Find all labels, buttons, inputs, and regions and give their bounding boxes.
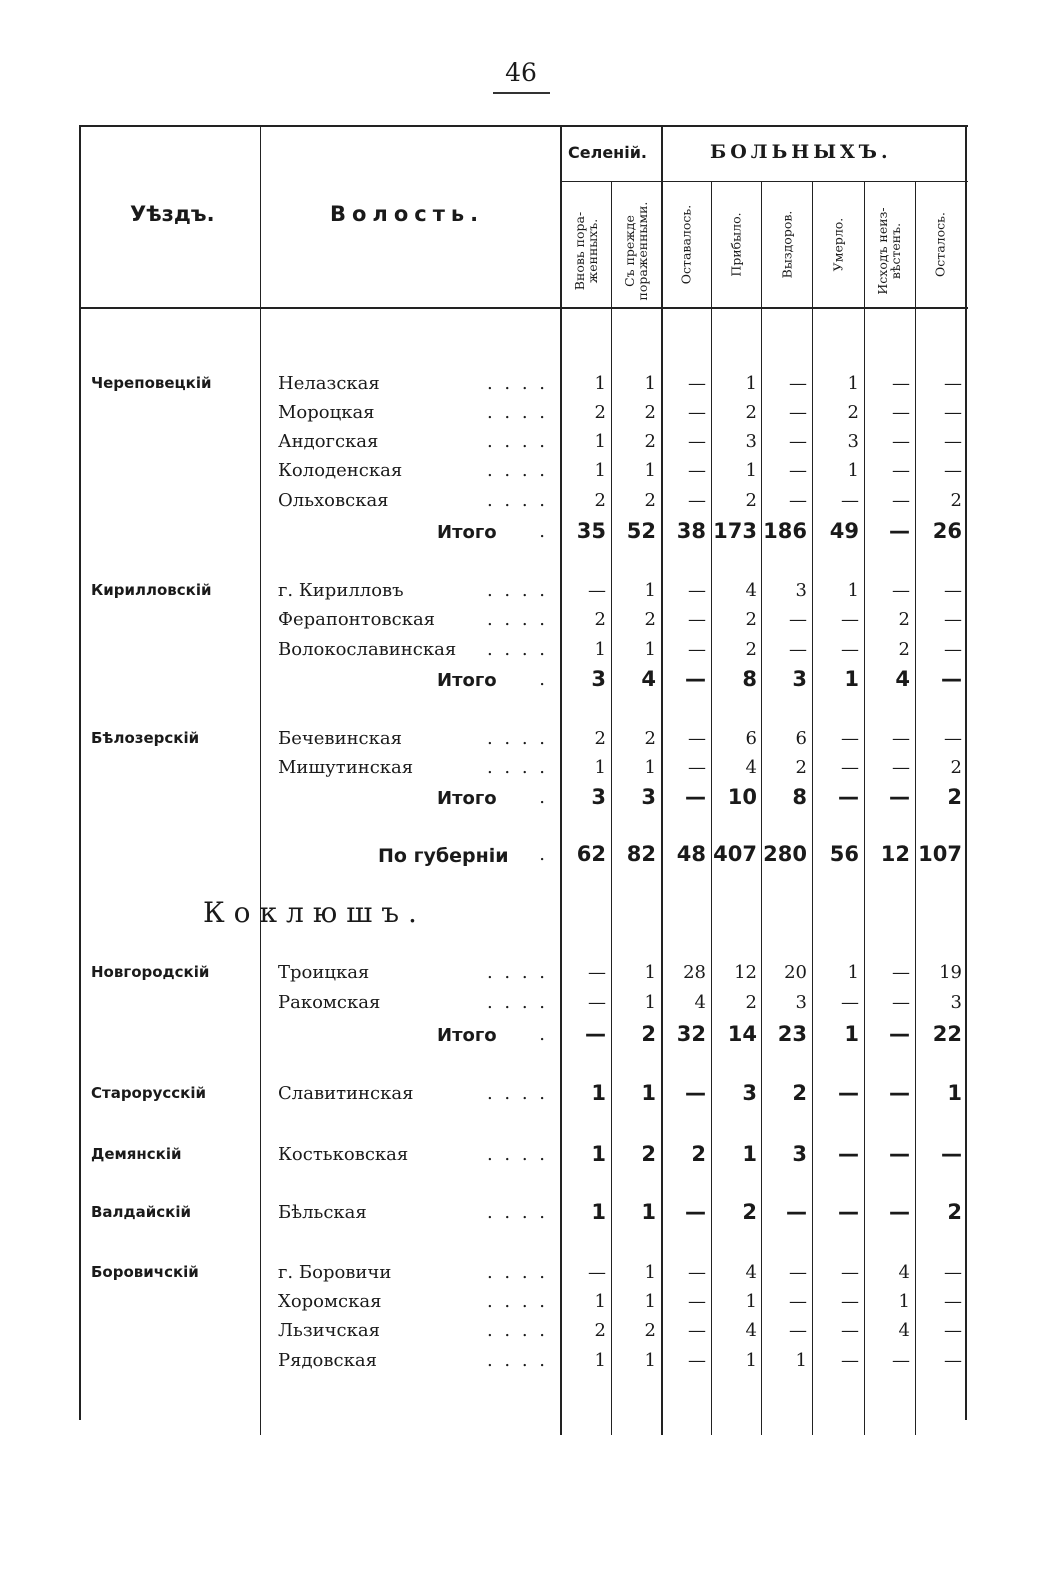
col-divider-4 [761, 182, 762, 1435]
volost-name: Славитинская [278, 1083, 414, 1104]
cell-prev: 1 [644, 992, 656, 1013]
cell-left: — [944, 609, 962, 630]
cell-died: — [841, 757, 859, 778]
cell-prev: 1 [644, 1291, 656, 1312]
itogo-label: Итого [437, 670, 497, 691]
header-col-arrived: Прибыло. [728, 212, 744, 277]
leader-dots: . . . . [486, 609, 548, 630]
cell-unknown: — [892, 490, 910, 511]
cell-remained: — [685, 785, 706, 809]
cell-unknown: — [889, 1081, 910, 1105]
cell-died: — [838, 1142, 859, 1166]
cell-unknown: 4 [898, 1262, 910, 1283]
cell-unknown: — [889, 1142, 910, 1166]
cell-died: — [841, 609, 859, 630]
cell-arrived: 10 [727, 785, 757, 809]
cell-remained: — [688, 373, 706, 394]
cell-remained: — [688, 402, 706, 423]
cell-prev: 1 [644, 757, 656, 778]
cell-new: 1 [594, 373, 606, 394]
cell-unknown: — [892, 373, 910, 394]
cell-recovered: — [789, 1291, 807, 1312]
cell-unknown: — [892, 580, 910, 601]
leader-dots: . . . . [486, 992, 548, 1013]
cell-prev: 2 [644, 490, 656, 511]
cell-remained: 28 [683, 962, 706, 983]
cell-remained: — [685, 1200, 706, 1224]
cell-died: — [838, 1081, 859, 1105]
header-col-left: Осталось. [932, 212, 948, 277]
cell-recovered: 3 [792, 667, 807, 691]
leader-dots: . . . . [486, 1320, 548, 1341]
cell-new: 1 [594, 639, 606, 660]
cell-recovered: — [789, 1262, 807, 1283]
cell-died: — [841, 1350, 859, 1371]
volost-name: Бечевинская [278, 728, 402, 749]
cell-left: 26 [932, 519, 962, 543]
leader-dots: . . . . [486, 1291, 548, 1312]
uezd-name: Новгородскій [91, 963, 210, 981]
cell-remained: 4 [694, 992, 706, 1013]
cell-died: — [841, 1320, 859, 1341]
cell-new: — [588, 962, 606, 983]
cell-died: 2 [847, 402, 859, 423]
volost-name: Ольховская [278, 490, 389, 511]
header-col-remained: Оставалось. [678, 204, 694, 285]
cell-new: — [588, 1262, 606, 1283]
cell-recovered: — [789, 609, 807, 630]
cell-new: 2 [594, 490, 606, 511]
cell-new: — [588, 580, 606, 601]
leader-dots: . . . . [486, 1202, 548, 1223]
cell-left: — [944, 639, 962, 660]
cell-recovered: 2 [792, 1081, 807, 1105]
leader-dots: . . . . [486, 639, 548, 660]
cell-new: 1 [594, 757, 606, 778]
cell-new: 3 [591, 785, 606, 809]
cell-remained: — [688, 1291, 706, 1312]
cell-unknown: — [892, 992, 910, 1013]
volost-name: Рядовская [278, 1350, 377, 1371]
guberniya-total-label: По губерніи [378, 845, 509, 867]
volost-name: Волокославинская [278, 639, 457, 660]
cell-recovered: 3 [795, 580, 807, 601]
cell-new: 62 [576, 842, 606, 866]
cell-arrived: 2 [745, 609, 757, 630]
cell-unknown: 4 [895, 667, 910, 691]
cell-died: — [841, 728, 859, 749]
leader-dots: . [539, 669, 548, 690]
col-divider-seleniy [560, 125, 562, 1435]
cell-new: 1 [594, 460, 606, 481]
cell-recovered: — [789, 460, 807, 481]
itogo-label: Итого [437, 788, 497, 809]
volost-name: Нелазская [278, 373, 380, 394]
uezd-name: Кирилловскій [91, 581, 212, 599]
cell-new: 1 [594, 1291, 606, 1312]
cell-remained: — [688, 580, 706, 601]
leader-dots: . . . . [486, 1262, 548, 1283]
cell-remained: — [688, 757, 706, 778]
cell-prev: 52 [626, 519, 656, 543]
cell-unknown: — [892, 1350, 910, 1371]
cell-remained: 2 [691, 1142, 706, 1166]
section-title-koklyush: Коклюшъ. [203, 896, 426, 929]
cell-prev: 1 [644, 1262, 656, 1283]
col-divider-7 [915, 182, 916, 1435]
uezd-name: Череповецкій [91, 374, 212, 392]
cell-died: 1 [844, 1022, 859, 1046]
cell-died: 1 [847, 460, 859, 481]
cell-left: — [941, 667, 962, 691]
cell-recovered: 280 [763, 842, 807, 866]
cell-died: — [841, 1291, 859, 1312]
leader-dots: . . . . [486, 728, 548, 749]
col-divider-5 [812, 182, 813, 1435]
cell-remained: 48 [676, 842, 706, 866]
volost-name: г. Кирилловъ [278, 580, 404, 601]
header-col-died: Умерло. [830, 217, 846, 272]
cell-left: — [944, 1350, 962, 1371]
cell-prev: 2 [644, 431, 656, 452]
itogo-label: Итого [437, 522, 497, 543]
cell-recovered: — [786, 1200, 807, 1224]
leader-dots: . . . . [486, 580, 548, 601]
table-right-border [965, 125, 967, 1420]
cell-left: — [941, 1142, 962, 1166]
cell-new: 2 [594, 609, 606, 630]
cell-recovered: 20 [784, 962, 807, 983]
leader-dots: . . . . [486, 431, 548, 452]
leader-dots: . . . . [486, 460, 548, 481]
cell-remained: — [685, 667, 706, 691]
cell-prev: 82 [626, 842, 656, 866]
page-number: 46 [505, 58, 537, 87]
cell-recovered: 8 [792, 785, 807, 809]
cell-left: — [944, 373, 962, 394]
cell-left: 1 [947, 1081, 962, 1105]
cell-died: — [841, 1262, 859, 1283]
col-divider-6 [864, 182, 865, 1435]
cell-arrived: 3 [745, 431, 757, 452]
cell-remained: 38 [676, 519, 706, 543]
uezd-name: Боровичскій [91, 1263, 199, 1281]
cell-arrived: 2 [745, 402, 757, 423]
cell-new: 1 [594, 1350, 606, 1371]
volost-name: Костьковская [278, 1144, 409, 1165]
table-top-rule [80, 125, 968, 127]
header-col-prev: Съ прежде пораженными. [622, 201, 650, 301]
cell-died: 1 [847, 962, 859, 983]
cell-unknown: — [889, 519, 910, 543]
cell-left: 19 [939, 962, 962, 983]
cell-remained: — [688, 639, 706, 660]
leader-dots: . . . . [486, 1144, 548, 1165]
header-volost: Волость. [330, 202, 485, 226]
cell-died: 56 [829, 842, 859, 866]
cell-prev: 2 [644, 728, 656, 749]
cell-unknown: — [892, 431, 910, 452]
volost-name: Мишутинская [278, 757, 414, 778]
cell-arrived: 12 [734, 962, 757, 983]
cell-arrived: 2 [745, 639, 757, 660]
leader-dots: . . . . [486, 490, 548, 511]
cell-left: 22 [932, 1022, 962, 1046]
cell-died: — [838, 1200, 859, 1224]
header-group-rule [560, 181, 968, 182]
leader-dots: . . . . [486, 402, 548, 423]
leader-dots: . . . . [486, 1083, 548, 1104]
cell-prev: 3 [641, 785, 656, 809]
volost-name: Ферапонтовская [278, 609, 436, 630]
leader-dots: . . . . [486, 1350, 548, 1371]
cell-prev: 4 [641, 667, 656, 691]
cell-arrived: 4 [745, 1320, 757, 1341]
cell-left: 3 [950, 992, 962, 1013]
cell-prev: 2 [644, 609, 656, 630]
leader-dots: . [539, 521, 548, 542]
cell-arrived: 4 [745, 757, 757, 778]
cell-died: 49 [829, 519, 859, 543]
cell-arrived: 14 [727, 1022, 757, 1046]
cell-arrived: 4 [745, 580, 757, 601]
cell-prev: 2 [644, 1320, 656, 1341]
cell-unknown: 2 [898, 609, 910, 630]
cell-remained: — [688, 609, 706, 630]
cell-arrived: 4 [745, 1262, 757, 1283]
cell-new: — [588, 992, 606, 1013]
cell-prev: 1 [644, 460, 656, 481]
cell-arrived: 6 [745, 728, 757, 749]
cell-remained: — [688, 728, 706, 749]
cell-arrived: 1 [745, 460, 757, 481]
cell-remained: — [688, 431, 706, 452]
cell-new: — [585, 1022, 606, 1046]
cell-prev: 1 [644, 1350, 656, 1371]
col-divider-1 [611, 182, 612, 1435]
cell-left: 2 [950, 757, 962, 778]
cell-new: 2 [594, 728, 606, 749]
cell-unknown: 4 [898, 1320, 910, 1341]
cell-recovered: 186 [763, 519, 807, 543]
cell-new: 1 [591, 1142, 606, 1166]
header-bolnykh: БОЛЬНЫХЪ. [710, 141, 892, 163]
col-divider-3 [711, 182, 712, 1435]
cell-new: 1 [591, 1200, 606, 1224]
cell-new: 3 [591, 667, 606, 691]
cell-recovered: 3 [792, 1142, 807, 1166]
cell-left: — [944, 402, 962, 423]
cell-unknown: 2 [898, 639, 910, 660]
cell-died: 1 [844, 667, 859, 691]
uezd-name: Демянскій [91, 1145, 182, 1163]
leader-dots: . [539, 1024, 548, 1045]
cell-arrived: 407 [713, 842, 757, 866]
cell-unknown: — [892, 460, 910, 481]
leader-dots: . . . . [486, 757, 548, 778]
leader-dots: . [539, 844, 548, 865]
cell-left: — [944, 1291, 962, 1312]
cell-recovered: 6 [795, 728, 807, 749]
cell-died: 1 [847, 580, 859, 601]
cell-new: 2 [594, 402, 606, 423]
volost-name: Бѣльская [278, 1202, 367, 1223]
cell-unknown: — [889, 1022, 910, 1046]
cell-arrived: 8 [742, 667, 757, 691]
cell-recovered: 1 [795, 1350, 807, 1371]
cell-arrived: 3 [742, 1081, 757, 1105]
header-col-unknown: Исходъ неиз- вѣстенъ. [875, 207, 903, 295]
cell-new: 35 [576, 519, 606, 543]
cell-remained: — [688, 1350, 706, 1371]
cell-left: — [944, 580, 962, 601]
cell-left: 2 [947, 1200, 962, 1224]
cell-left: — [944, 728, 962, 749]
cell-died: — [841, 490, 859, 511]
cell-died: — [841, 639, 859, 660]
header-col-new: Вновь пора- женныхъ. [572, 211, 600, 291]
cell-recovered: — [789, 490, 807, 511]
cell-died: — [838, 785, 859, 809]
cell-arrived: 2 [745, 992, 757, 1013]
cell-new: 1 [594, 431, 606, 452]
cell-prev: 1 [644, 373, 656, 394]
cell-arrived: 1 [742, 1142, 757, 1166]
leader-dots: . . . . [486, 962, 548, 983]
volost-name: Хоромская [278, 1291, 382, 1312]
cell-remained: — [688, 1320, 706, 1341]
leader-dots: . . . . [486, 373, 548, 394]
cell-unknown: — [889, 1200, 910, 1224]
cell-died: 1 [847, 373, 859, 394]
cell-died: 3 [847, 431, 859, 452]
volost-name: Троицкая [278, 962, 370, 983]
cell-arrived: 1 [745, 1350, 757, 1371]
cell-remained: — [688, 1262, 706, 1283]
cell-prev: 1 [644, 580, 656, 601]
uezd-name: Бѣлозерскій [91, 729, 200, 747]
volost-name: Ракомская [278, 992, 381, 1013]
cell-prev: 2 [641, 1022, 656, 1046]
cell-unknown: — [892, 962, 910, 983]
col-divider-volost [260, 125, 261, 1435]
cell-left: 2 [947, 785, 962, 809]
cell-unknown: — [892, 757, 910, 778]
cell-left: — [944, 1262, 962, 1283]
header-uezd: Уѣздъ. [130, 202, 215, 226]
cell-remained: 32 [676, 1022, 706, 1046]
cell-new: 1 [591, 1081, 606, 1105]
volost-name: Мороцкая [278, 402, 375, 423]
cell-unknown: 1 [898, 1291, 910, 1312]
cell-unknown: 12 [880, 842, 910, 866]
cell-prev: 2 [644, 402, 656, 423]
cell-left: — [944, 1320, 962, 1341]
cell-prev: 1 [644, 639, 656, 660]
uezd-name: Старорусскій [91, 1084, 206, 1102]
leader-dots: . [539, 787, 548, 808]
cell-recovered: — [789, 1320, 807, 1341]
header-seleniy: Селеній. [568, 143, 647, 162]
cell-recovered: 23 [777, 1022, 807, 1046]
cell-prev: 1 [641, 1081, 656, 1105]
cell-recovered: — [789, 402, 807, 423]
cell-recovered: 2 [795, 757, 807, 778]
cell-recovered: — [789, 431, 807, 452]
cell-unknown: — [892, 728, 910, 749]
cell-prev: 1 [641, 1200, 656, 1224]
cell-left: 107 [918, 842, 962, 866]
cell-recovered: 3 [795, 992, 807, 1013]
cell-remained: — [688, 490, 706, 511]
itogo-label: Итого [437, 1025, 497, 1046]
header-col-recovered: Выздоров. [779, 210, 795, 279]
cell-died: — [841, 992, 859, 1013]
cell-arrived: 1 [745, 1291, 757, 1312]
cell-remained: — [685, 1081, 706, 1105]
cell-prev: 2 [641, 1142, 656, 1166]
volost-name: Льзичская [278, 1320, 380, 1341]
cell-recovered: — [789, 373, 807, 394]
volost-name: Андогская [278, 431, 379, 452]
cell-unknown: — [892, 402, 910, 423]
page-number-underline [493, 92, 550, 94]
volost-name: г. Боровичи [278, 1262, 392, 1283]
cell-prev: 1 [644, 962, 656, 983]
uezd-name: Валдайскій [91, 1203, 192, 1221]
cell-recovered: — [789, 639, 807, 660]
cell-left: 2 [950, 490, 962, 511]
cell-remained: — [688, 460, 706, 481]
col-divider-bolnykh [661, 125, 663, 1435]
volost-name: Колоденская [278, 460, 403, 481]
cell-arrived: 173 [713, 519, 757, 543]
table-left-border [79, 125, 81, 1420]
cell-left: — [944, 460, 962, 481]
cell-left: — [944, 431, 962, 452]
cell-arrived: 2 [742, 1200, 757, 1224]
cell-arrived: 1 [745, 373, 757, 394]
cell-new: 2 [594, 1320, 606, 1341]
cell-unknown: — [889, 785, 910, 809]
cell-arrived: 2 [745, 490, 757, 511]
